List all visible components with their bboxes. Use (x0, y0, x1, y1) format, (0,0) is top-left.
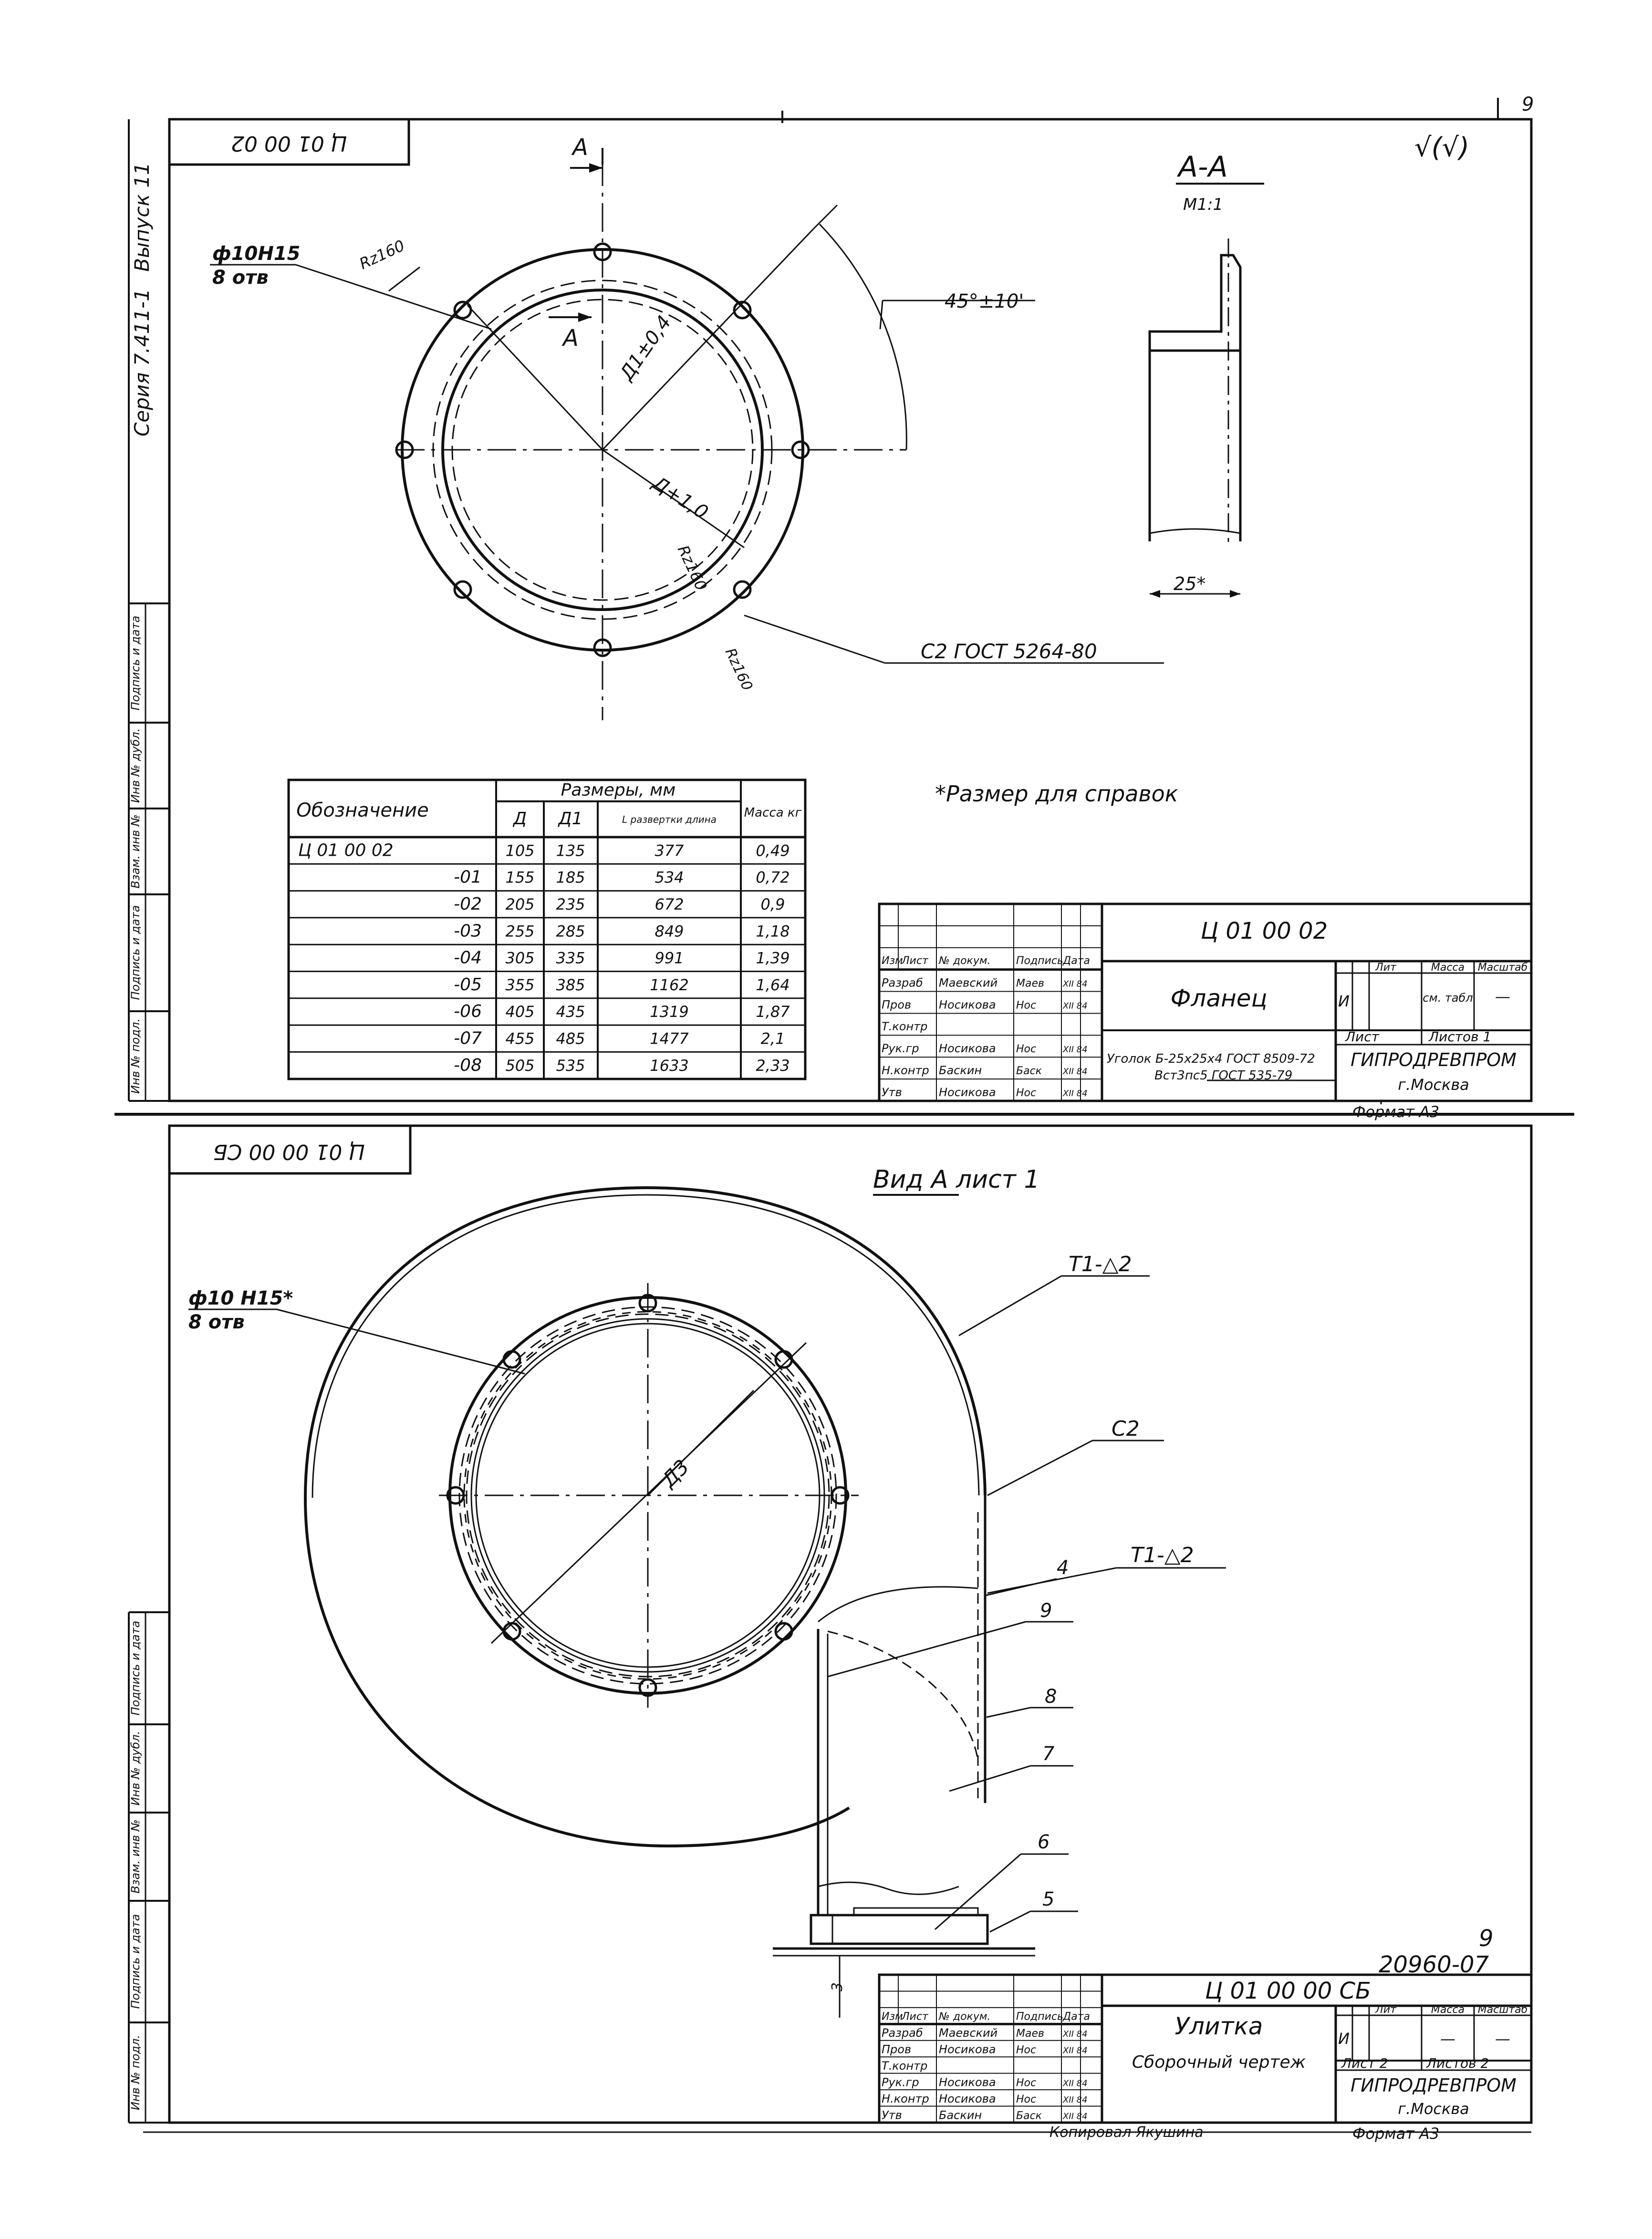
thickness-dim: 25* (1174, 573, 1206, 594)
sheet1-tb-city: г.Москва (1398, 1076, 1469, 1094)
dim-3: 3 (829, 1982, 846, 1991)
tb-person: Маевский (939, 976, 998, 990)
sheet2-tb-lit: И (1338, 2030, 1350, 2048)
sheet2-title-block (879, 1975, 1531, 2143)
tb-date: XII 84 (1063, 1067, 1088, 1077)
table-cell: 534 (655, 868, 684, 887)
col-designation: Обозначение (296, 799, 429, 821)
hole-callout-2: ф10 Н15* (188, 1287, 293, 1309)
sheet2-tb-sheets: Листов 2 (1426, 2055, 1489, 2071)
tb-role: Рук.гр (882, 1042, 919, 1056)
sheet2-tb-mass-label: Масса (1431, 2004, 1465, 2016)
table-cell: 355 (505, 975, 535, 994)
sheet1-margin-label-4: Подпись и дата (129, 615, 142, 711)
weld-c2: С2 (1112, 1417, 1140, 1441)
sheet1-margin-label-2: Взам. инв № (129, 814, 142, 889)
table-cell: 335 (556, 949, 585, 967)
table-cell: 1319 (650, 1003, 689, 1021)
table-cell: 255 (505, 922, 535, 941)
sheet1-tb-lit-label: Лит (1375, 962, 1396, 974)
tb-role: Разраб (882, 976, 923, 990)
table-cell: 405 (505, 1003, 535, 1021)
tb-date: XII 84 (1063, 1088, 1088, 1099)
sheet2-margin-label-0: Инв № подл. (129, 2035, 142, 2110)
tb-col-header: Дата (1063, 955, 1090, 967)
sheet2-margin-strip (129, 1612, 169, 2123)
tb-date: XII 84 (1063, 1045, 1088, 1055)
tb-date: XII 84 (1063, 2111, 1088, 2122)
sheet-2 (129, 1126, 1531, 2143)
table-cell: 235 (556, 895, 585, 914)
rough-2: Rz160 (674, 542, 711, 594)
table-cell: 0,49 (756, 841, 790, 860)
tb-signature: Баск (1016, 1065, 1042, 1078)
sheet2-tb-scale: — (1495, 2030, 1510, 2048)
pos-5: 5 (1042, 1888, 1055, 1910)
tb-date: XII 84 (1063, 979, 1088, 989)
sheet1-stamp-code: Ц 01 00 02 (230, 131, 348, 155)
table-row-designation: -01 (454, 867, 482, 887)
sheet2-tb-name: Улитка (1174, 2012, 1263, 2040)
table-cell: 205 (505, 895, 535, 914)
sheet1-tb-code: Ц 01 00 02 (1200, 918, 1328, 944)
tb-signature: Маев (1016, 2028, 1044, 2040)
table-row-designation: -04 (454, 948, 482, 968)
sheet1-tb-mass-label: Масса (1431, 962, 1465, 974)
col-sizes: Размеры, мм (561, 780, 676, 800)
pos-4: 4 (1057, 1557, 1069, 1579)
sheet1-margin-label-0: Инв № подл. (129, 1018, 142, 1094)
angle-dim: 45°±10' (945, 290, 1024, 312)
tb-role: Пров (882, 998, 912, 1012)
tb-date: XII 84 (1063, 2078, 1088, 2089)
tb-col-header: Подпись (1016, 2011, 1063, 2023)
sheet1-margin-label-1: Подпись и дата (129, 905, 142, 1000)
col-len: L развертки длина (622, 814, 717, 825)
section-label: А-А (1178, 150, 1228, 184)
tb-col-header: № докум. (939, 955, 991, 967)
tb-role: Н.контр (882, 2092, 929, 2105)
table-cell: 0,9 (760, 895, 785, 914)
table-cell: 105 (505, 841, 535, 860)
pos-7: 7 (1042, 1743, 1055, 1765)
col-mass: Масса кг (744, 806, 802, 820)
table-row-designation: Ц 01 00 02 (298, 840, 394, 860)
tb-col-header: Лист (902, 955, 928, 967)
sheet1-margin-label-3: Инв № дубл. (129, 728, 142, 803)
tb-role: Пров (882, 2042, 912, 2056)
tb-role: Рук.гр (882, 2075, 919, 2089)
roughness-symbol: √(√) (1414, 132, 1470, 163)
sheet2-tb-scale-label: Масштаб (1477, 2004, 1528, 2016)
table-cell: 535 (556, 1056, 585, 1075)
sheet2-margin-label-3: Инв № дубл. (129, 1731, 142, 1806)
sheet2-tb-mass: — (1440, 2030, 1455, 2048)
tb-date: XII 84 (1063, 1001, 1088, 1011)
sheet1-tb-org: ГИПРОДРЕВПРОМ (1351, 1049, 1517, 1070)
tb-person: Носикова (939, 2092, 996, 2105)
view-arrow-a-mid: А (563, 325, 579, 352)
table-row-designation: -06 (454, 1002, 482, 1022)
view-arrow-a-top: А (572, 134, 588, 161)
tb-person: Маевский (939, 2026, 998, 2040)
volute-view (188, 1188, 1226, 2018)
view-label: Вид А лист 1 (873, 1165, 1040, 1194)
table-cell: 2,1 (760, 1029, 785, 1048)
tb-signature: Нос (1016, 2044, 1037, 2056)
sheet2-tb-format: Формат А3 (1352, 2125, 1440, 2143)
table-cell: 435 (556, 1003, 585, 1021)
tb-person: Носикова (939, 2042, 996, 2056)
rough-3: Rz160 (721, 645, 756, 694)
weld-t1-top: Т1-△2 (1069, 1252, 1132, 1276)
sheet2-tb-org: ГИПРОДРЕВПРОМ (1351, 2075, 1517, 2096)
tb-role: Утв (882, 2108, 902, 2122)
tb-role: Разраб (882, 2026, 923, 2040)
table-cell: 1633 (650, 1056, 689, 1075)
tb-date: XII 84 (1063, 2029, 1088, 2040)
sheet-number: 9 (1522, 93, 1534, 115)
weld-t1-mid: Т1-△2 (1131, 1543, 1194, 1567)
tb-date: XII 84 (1063, 2094, 1088, 2105)
tb-signature: Нос (1016, 1043, 1037, 1056)
hole-callout: ф10Н15 (212, 243, 301, 265)
sheet1-tb-name: Фланец (1170, 985, 1268, 1012)
sheet2-tb-code: Ц 01 00 00 СБ (1205, 1978, 1371, 2004)
tb-person: Носикова (939, 1042, 996, 1056)
tb-role: Т.контр (882, 2059, 928, 2073)
tb-signature: Нос (1016, 999, 1037, 1012)
pos-9: 9 (1040, 1600, 1052, 1622)
table-rows (289, 840, 805, 1075)
tb-person: Носикова (939, 998, 996, 1012)
sheet2-tb-copied: Копировал Якушина (1049, 2124, 1204, 2141)
dim-d: Д+1,0 (648, 472, 712, 524)
col-d: Д (513, 809, 527, 829)
sheet2-margin-label-4: Подпись и дата (129, 1620, 142, 1716)
hole-count: 8 отв (212, 267, 269, 289)
sheet2-tb-sheet: Лист 2 (1341, 2055, 1388, 2071)
tb-col-header: Изм (882, 955, 903, 967)
tb-person: Носикова (939, 1085, 996, 1099)
table-row-designation: -05 (454, 974, 482, 995)
hole-count-2: 8 отв (188, 1311, 245, 1333)
sheet1-tb-scale: — (1495, 987, 1510, 1005)
col-d1: Д1 (558, 809, 583, 829)
table-cell: 485 (556, 1029, 585, 1048)
sheet1-tb-grid (879, 904, 1102, 1101)
sheet1-side-issue: Выпуск 11 (130, 162, 154, 272)
table-cell: 1,64 (756, 975, 790, 994)
sheet1-tb-sheet: Лист (1345, 1029, 1379, 1045)
tb-col-header: № докум. (939, 2011, 991, 2023)
sheet2-margin-label-1: Подпись и дата (129, 1914, 142, 2009)
table-cell: 1,87 (756, 1003, 790, 1021)
tb-person: Баскин (939, 2108, 982, 2122)
sheet1-tb-sheets: Листов 1 (1429, 1029, 1492, 1045)
tb-col-header: Лист (902, 2011, 928, 2023)
dim-d1: Д1±0,4 (615, 311, 676, 384)
table-cell: 849 (655, 922, 684, 941)
tb-signature: Баск (1016, 2110, 1042, 2122)
tb-date: XII 84 (1063, 2045, 1088, 2056)
table-cell: 455 (505, 1029, 535, 1048)
table-cell: 672 (655, 895, 684, 914)
dim-d3: Д3 (657, 1455, 694, 1492)
table-cell: 1,18 (756, 922, 790, 941)
table-row-designation: -02 (454, 894, 482, 914)
tb-signature: Нос (1016, 1087, 1037, 1099)
pos-8: 8 (1045, 1686, 1057, 1708)
pos-6: 6 (1038, 1831, 1050, 1853)
table-cell: 0,72 (756, 868, 790, 887)
sheet2-frame (169, 1126, 1531, 2123)
table-cell: 1,39 (756, 949, 790, 967)
table-cell: 305 (505, 949, 535, 967)
table-cell: 385 (556, 975, 585, 994)
sheet1-title-block (879, 904, 1531, 1121)
tb-person: Баскин (939, 1064, 982, 1078)
table-row-designation: -08 (454, 1055, 482, 1075)
table-cell: 2,33 (756, 1056, 790, 1075)
sheet1-tb-format: Формат А3 (1352, 1103, 1440, 1121)
tb-role: Утв (882, 1085, 902, 1099)
tb-col-header: Подпись (1016, 955, 1063, 967)
tb-col-header: Изм (882, 2011, 903, 2023)
rough-1: Rz160 (356, 236, 408, 273)
sheet2-tb-subname: Сборочный чертеж (1132, 2052, 1306, 2072)
sheet1-tb-material-1: Уголок Б-25х25х4 ГОСТ 8509-72 (1107, 1052, 1315, 1066)
tb-role: Т.контр (882, 1020, 928, 1034)
tb-person: Носикова (939, 2075, 996, 2089)
sheet2-tb-lit-label: Лит (1375, 2004, 1396, 2016)
sheet1-tb-lit: И (1338, 992, 1350, 1010)
table-cell: 1162 (650, 975, 689, 994)
table-row-designation: -07 (454, 1028, 482, 1048)
table-cell: 377 (655, 841, 684, 860)
sheet2-margin-label-2: Взам. инв № (129, 1819, 142, 1894)
table-row-designation: -03 (454, 921, 482, 941)
section-scale: М1:1 (1183, 195, 1224, 214)
tb-col-header: Дата (1063, 2011, 1090, 2023)
sizes-table (289, 780, 805, 1079)
table-cell: 185 (556, 868, 585, 887)
table-cell: 1477 (650, 1029, 689, 1048)
sheet-1 (129, 93, 1534, 1121)
sheet1-tb-scale-label: Масштаб (1477, 962, 1528, 974)
sheet2-tb-grid (879, 1975, 1102, 2123)
sheet2-tb-city: г.Москва (1398, 2100, 1469, 2118)
table-cell: 505 (505, 1056, 535, 1075)
sheet1-tb-material-2: Вст3пс5 ГОСТ 535-79 (1154, 1068, 1293, 1083)
tb-signature: Нос (1016, 2093, 1037, 2105)
page-no: 9 (1479, 1925, 1494, 1952)
ref-note: *Размер для справок (935, 781, 1178, 807)
tb-signature: Маев (1016, 977, 1044, 990)
sheet1-tb-mass: см. табл (1423, 991, 1473, 1005)
table-cell: 135 (556, 841, 585, 860)
table-cell: 155 (505, 868, 535, 887)
weld-note: С2 ГОСТ 5264-80 (921, 640, 1097, 663)
table-cell: 285 (556, 922, 585, 941)
sheet1-margin-strip (129, 603, 169, 1101)
sheet1-side-series: Серия 7.411-1 (130, 289, 154, 436)
section-view (1150, 150, 1264, 598)
table-cell: 991 (655, 949, 684, 967)
doc-number: 20960-07 (1379, 1951, 1489, 1978)
tb-signature: Нос (1016, 2077, 1037, 2089)
sheet2-stamp-code: Ц 01 00 00 СБ (213, 1140, 365, 1164)
flange-view (210, 134, 1164, 720)
tb-role: Н.контр (882, 1064, 929, 1078)
